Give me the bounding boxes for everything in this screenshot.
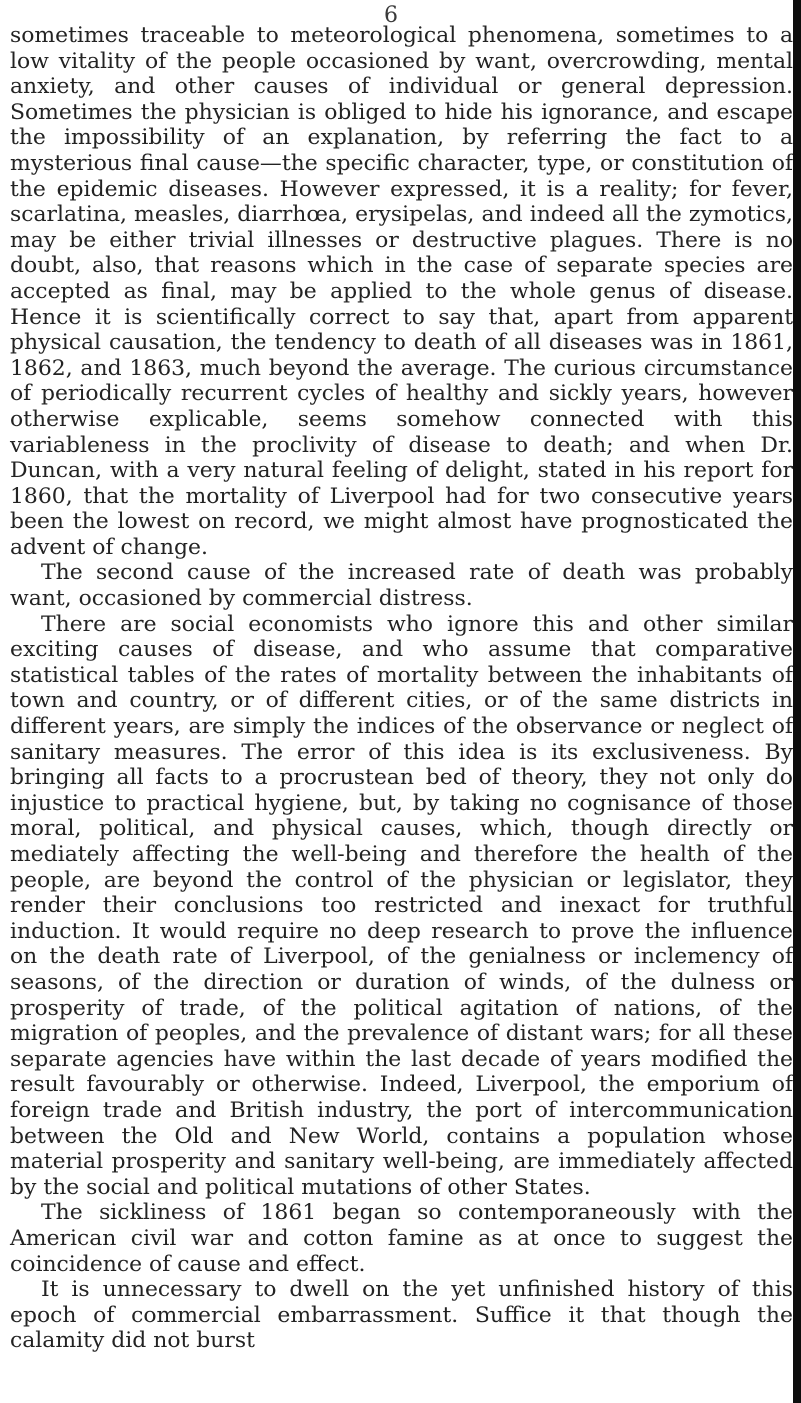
paragraph-sickliness-1861: The sickliness of 1861 began so contemporaneously with the American civil war and cotton famine as at once to suggest the coincidence of cause and effect. [10, 1200, 793, 1277]
paragraph-social-economists: There are social economists who ignore this and other similar exciting causes of disease, and who assume that comparative statistical tables of the rates of mortality between the inhabitants of town and country, or of different cities, or of the same districts in different years, are simply the indices of the observance or neglect of sanitary measures. The error of this idea is its exclusiveness. By bringing all facts to a procrustean bed of theory, they not only do injustice to practical hygiene, but, by taking no cognisance of those moral, political, and physical causes, which, though directly or mediately affecting the well-being and therefore the health of the people, are beyond the control of the physician or legislator, they render their conclusions too restricted and inexact for truthful induction. It would require no deep research to prove the influence on the death rate of Liverpool, of the genialness or inclemency of seasons, of the direction or duration of winds, of the dulness or prosperity of trade, of the political agitation of nations, of the migration of peoples, and the prevalence of distant wars; for all these separate agencies have within the last decade of years modified the result favourably or otherwise. Indeed, Liverpool, the emporium of foreign trade and British industry, the port of intercommunication between the Old and New World, contains a population whose material prosperity and sanitary well-being, are immediately affected by the social and political mutations of other States. [10, 611, 793, 1200]
body-text [10, 23, 793, 1354]
paragraph-second-cause: The second cause of the increased rate of death was probably want, occasioned by commercial distress. [10, 560, 793, 612]
page-number: 6 [384, 3, 398, 28]
page-edge-shadow [793, 0, 801, 1403]
paragraph-continued: sometimes traceable to meteorological phenomena, sometimes to a low vitality of the people occasioned by want, overcrowding, mental anxiety, and other causes of individual or general depression. Sometimes the physician is obliged to hide his ignorance, and escape the impossibility of an explanation, by referring the fact to a mysterious final cause—the specific character, type, or constitution of the epidemic diseases. However expressed, it is a reality; for fever, scarlatina, measles, diarrhœa, erysipelas, and indeed all the zymotics, may be either trivial illnesses or destructive plagues. There is no doubt, also, that reasons which in the case of separate species are accepted as final, may be applied to the whole genus of disease. Hence it is scientifically correct to say that, apart from apparent physical causation, the tendency to death of all diseases was in 1861, 1862, and 1863, much beyond the average. The curious circumstance of periodically recurrent cycles of healthy and sickly years, however otherwise explicable, seems somehow connected with this variableness in the proclivity of disease to death; and when Dr. Duncan, with a very natural feeling of delight, stated in his report for 1860, that the mortality of Liverpool had for two consecutive years been the lowest on record, we might almost have prognosticated the advent of change. [10, 23, 793, 560]
paragraph-commercial-embarrassment: It is unnecessary to dwell on the yet unfinished history of this epoch of commercial embarrassment. Suffice it that though the calamity did not burst [10, 1277, 793, 1354]
